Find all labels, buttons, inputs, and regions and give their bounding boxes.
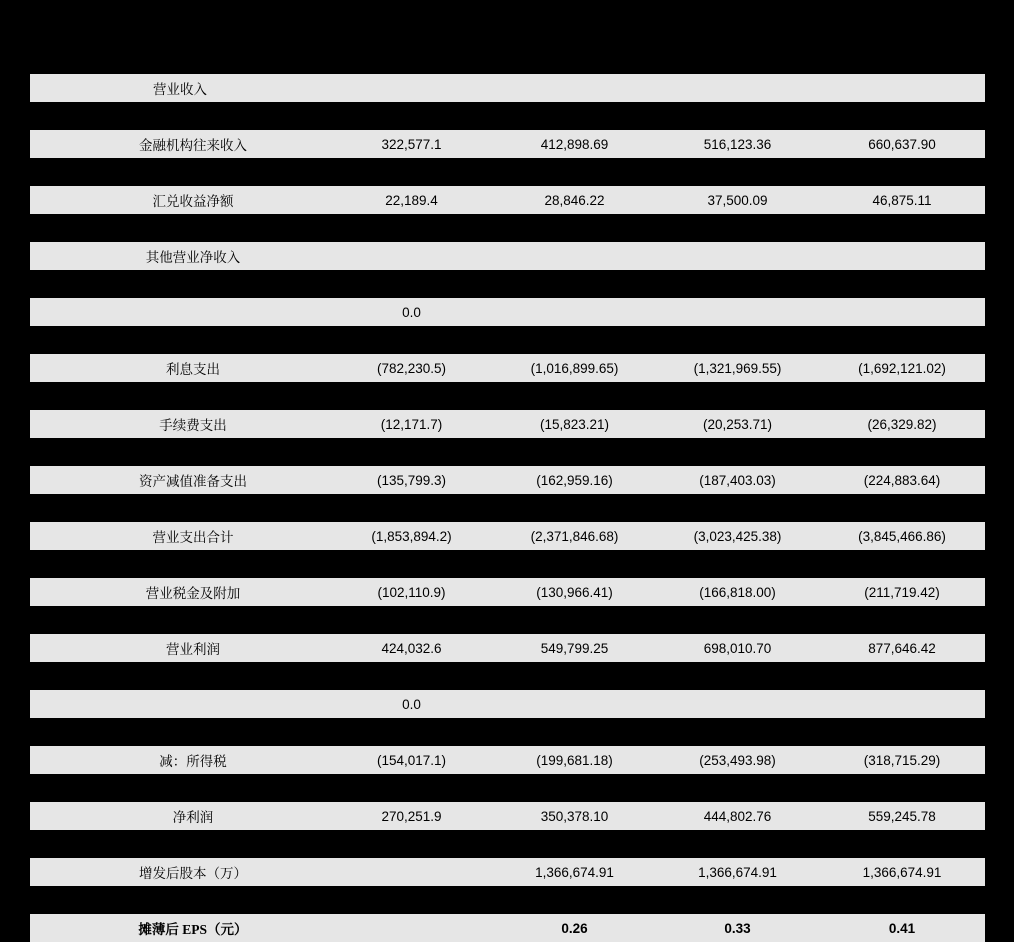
row-label: 营业利润 <box>166 642 220 657</box>
row-value-cell <box>330 858 493 886</box>
spacer-cell <box>30 382 985 410</box>
row-label: 减：所得税 <box>159 754 227 769</box>
financial-table-wrapper <box>30 74 985 942</box>
row-value-cell <box>493 298 656 326</box>
table-row-spacer <box>30 158 985 186</box>
table-row <box>30 690 985 718</box>
row-value-cell <box>493 74 656 102</box>
table-row-spacer <box>30 830 985 858</box>
row-value-cell: (166,818.00) <box>656 578 819 606</box>
row-label-cell <box>30 242 330 270</box>
spacer-cell <box>30 494 985 522</box>
row-value-cell: 1,366,674.91 <box>656 858 819 886</box>
row-label: 利息支出 <box>166 362 220 377</box>
row-label-cell <box>30 802 330 830</box>
row-value-cell <box>493 242 656 270</box>
row-label-cell <box>30 858 330 886</box>
table-row <box>30 522 985 550</box>
row-value-cell: 412,898.69 <box>493 130 656 158</box>
table-row <box>30 130 985 158</box>
row-value-cell: (1,692,121.02) <box>819 354 985 382</box>
row-value-cell: 22,189.4 <box>330 186 493 214</box>
row-value-cell: (3,845,466.86) <box>819 522 985 550</box>
table-row <box>30 466 985 494</box>
spacer-cell <box>30 830 985 858</box>
row-label-cell <box>30 298 330 326</box>
table-row-spacer <box>30 438 985 466</box>
row-label-cell <box>30 634 330 662</box>
table-row-spacer <box>30 886 985 914</box>
row-value-cell: 549,799.25 <box>493 634 656 662</box>
row-value-cell: (20,253.71) <box>656 410 819 438</box>
row-value-cell <box>656 74 819 102</box>
row-value-cell <box>656 690 819 718</box>
row-value-cell: (782,230.5) <box>330 354 493 382</box>
financial-table <box>30 74 985 942</box>
row-value-cell: (135,799.3) <box>330 466 493 494</box>
row-value-cell: 28,846.22 <box>493 186 656 214</box>
table-row <box>30 746 985 774</box>
row-value-cell: (253,493.98) <box>656 746 819 774</box>
row-value-cell: 0.33 <box>656 914 819 942</box>
table-row-spacer <box>30 494 985 522</box>
spacer-cell <box>30 886 985 914</box>
row-value-cell: (1,016,899.65) <box>493 354 656 382</box>
row-value-cell: 350,378.10 <box>493 802 656 830</box>
row-label: 摊薄后 EPS（元） <box>138 922 248 937</box>
row-value-cell: 37,500.09 <box>656 186 819 214</box>
row-value-cell: (187,403.03) <box>656 466 819 494</box>
row-value-cell: (3,023,425.38) <box>656 522 819 550</box>
row-value-cell: 559,245.78 <box>819 802 985 830</box>
row-label-cell <box>30 74 330 102</box>
row-label-cell <box>30 522 330 550</box>
table-row-spacer <box>30 102 985 130</box>
table-row <box>30 74 985 102</box>
spacer-cell <box>30 662 985 690</box>
row-value-cell: (211,719.42) <box>819 578 985 606</box>
table-row <box>30 410 985 438</box>
spacer-cell <box>30 326 985 354</box>
row-value-cell: 444,802.76 <box>656 802 819 830</box>
row-value-cell <box>656 242 819 270</box>
row-label-cell <box>30 130 330 158</box>
row-value-cell: 516,123.36 <box>656 130 819 158</box>
row-value-cell: 0.41 <box>819 914 985 942</box>
spacer-cell <box>30 550 985 578</box>
row-label: 增发后股本（万） <box>139 866 247 881</box>
row-value-cell: (154,017.1) <box>330 746 493 774</box>
row-label-cell <box>30 746 330 774</box>
row-value-cell <box>330 914 493 942</box>
table-row-spacer <box>30 214 985 242</box>
spacer-cell <box>30 606 985 634</box>
row-value-cell <box>819 298 985 326</box>
row-value-cell: 270,251.9 <box>330 802 493 830</box>
row-value-cell: 0.26 <box>493 914 656 942</box>
table-row-spacer <box>30 662 985 690</box>
row-label-cell <box>30 578 330 606</box>
row-label-cell <box>30 186 330 214</box>
table-row-spacer <box>30 382 985 410</box>
row-value-cell: 0.0 <box>330 690 493 718</box>
row-label-cell <box>30 690 330 718</box>
row-value-cell: 660,637.90 <box>819 130 985 158</box>
row-value-cell: (318,715.29) <box>819 746 985 774</box>
row-label: 手续费支出 <box>159 418 227 433</box>
row-value-cell <box>819 690 985 718</box>
row-value-cell: (15,823.21) <box>493 410 656 438</box>
table-row <box>30 634 985 662</box>
row-value-cell <box>656 298 819 326</box>
row-label: 营业支出合计 <box>152 530 234 545</box>
row-label: 汇兑收益净额 <box>152 194 234 209</box>
table-row <box>30 858 985 886</box>
table-row <box>30 578 985 606</box>
row-value-cell: (199,681.18) <box>493 746 656 774</box>
row-value-cell: 1,366,674.91 <box>819 858 985 886</box>
row-label: 营业收入 <box>153 82 207 97</box>
row-value-cell: 46,875.11 <box>819 186 985 214</box>
table-row <box>30 354 985 382</box>
row-label: 金融机构往来收入 <box>139 138 247 153</box>
spacer-cell <box>30 158 985 186</box>
spacer-cell <box>30 270 985 298</box>
row-value-cell <box>330 74 493 102</box>
row-label: 营业税金及附加 <box>145 586 241 601</box>
row-label-cell <box>30 410 330 438</box>
table-row <box>30 298 985 326</box>
row-value-cell: 322,577.1 <box>330 130 493 158</box>
row-value-cell: (12,171.7) <box>330 410 493 438</box>
row-value-cell: (162,959.16) <box>493 466 656 494</box>
row-value-cell <box>330 242 493 270</box>
row-label: 净利润 <box>172 810 214 825</box>
spacer-cell <box>30 774 985 802</box>
row-value-cell: (130,966.41) <box>493 578 656 606</box>
row-label-cell <box>30 466 330 494</box>
table-row <box>30 914 985 942</box>
table-row-spacer <box>30 550 985 578</box>
row-value-cell: (26,329.82) <box>819 410 985 438</box>
row-value-cell: (1,321,969.55) <box>656 354 819 382</box>
row-value-cell: (1,853,894.2) <box>330 522 493 550</box>
spacer-cell <box>30 214 985 242</box>
row-value-cell: 1,366,674.91 <box>493 858 656 886</box>
table-row-spacer <box>30 606 985 634</box>
row-value-cell: (102,110.9) <box>330 578 493 606</box>
spacer-cell <box>30 438 985 466</box>
row-value-cell: 424,032.6 <box>330 634 493 662</box>
row-value-cell <box>819 242 985 270</box>
spacer-cell <box>30 102 985 130</box>
table-row <box>30 802 985 830</box>
spacer-cell <box>30 718 985 746</box>
table-row-spacer <box>30 718 985 746</box>
row-label: 其他营业净收入 <box>145 250 241 265</box>
row-value-cell <box>493 690 656 718</box>
row-label-cell <box>30 914 330 942</box>
table-row <box>30 242 985 270</box>
row-value-cell: 698,010.70 <box>656 634 819 662</box>
row-value-cell: (224,883.64) <box>819 466 985 494</box>
row-value-cell: (2,371,846.68) <box>493 522 656 550</box>
row-label-cell <box>30 354 330 382</box>
row-value-cell: 877,646.42 <box>819 634 985 662</box>
table-row <box>30 186 985 214</box>
row-value-cell <box>819 74 985 102</box>
row-label: 资产减值准备支出 <box>139 474 247 489</box>
table-row-spacer <box>30 326 985 354</box>
table-row-spacer <box>30 270 985 298</box>
table-row-spacer <box>30 774 985 802</box>
row-value-cell: 0.0 <box>330 298 493 326</box>
